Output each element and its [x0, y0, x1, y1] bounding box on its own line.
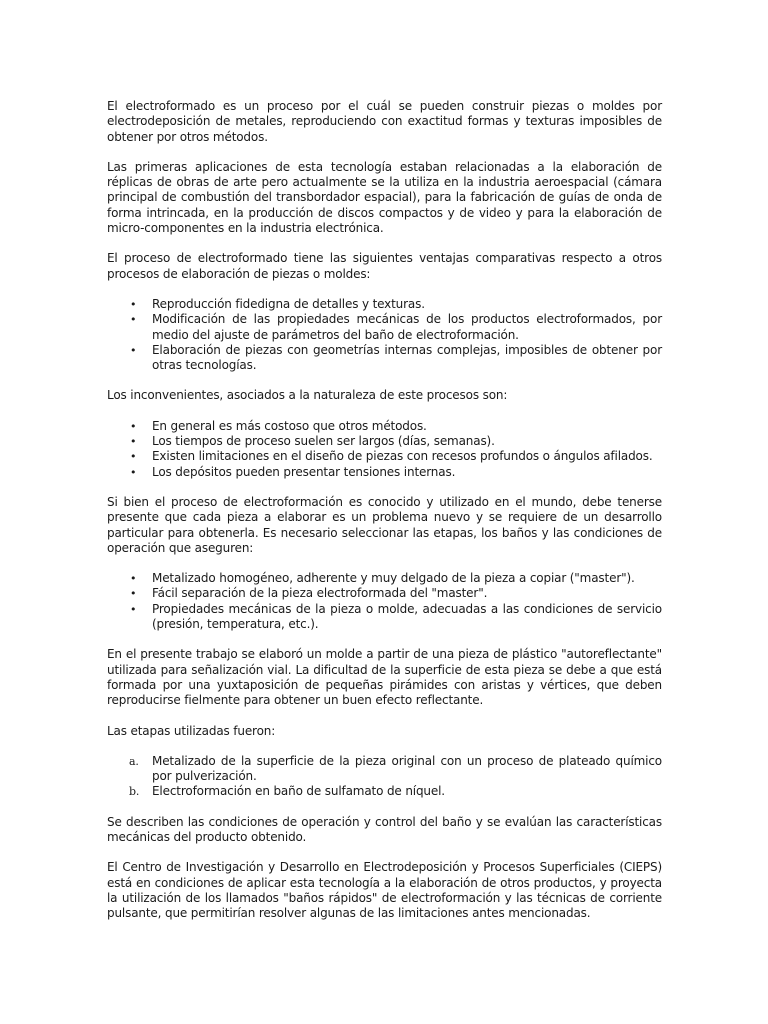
paragraph-condiciones-intro: Si bien el proceso de electroformación es conocido y utilizado en el mundo, debe tenerse presente que cada pieza a elaborar es un problema nuevo y se requiere de un desarrollo particular para obtenerla. Es necesario seleccionar las etapas, los baños y las condiciones de operación que aseguren: [107, 494, 662, 555]
paragraph-intro: El electroformado es un proceso por el cuál se pueden construir piezas o moldes por electrodeposición de metales, reproduciendo con exactitud formas y texturas imposibles de obtener por otros métodos. [107, 99, 662, 144]
list-item-text: Electroformación en baño de sulfamato de níquel. [152, 784, 445, 799]
list-item: • Elaboración de piezas con geometrías internas complejas, imposibles de obtener por otras tecnologías. [152, 343, 662, 374]
condiciones-list [107, 571, 662, 632]
etapas-list [107, 754, 662, 800]
list-item: • Modificación de las propiedades mecánicas de los productos electroformados, por medio del ajuste de parámetros del baño de electroformación. [152, 312, 662, 343]
list-item: • Propiedades mecánicas de la pieza o molde, adecuadas a las condiciones de servicio (presión, temperatura, etc.). [152, 602, 662, 633]
list-item: • Reproducción fidedigna de detalles y texturas. [152, 297, 662, 312]
paragraph-inconvenientes-intro: Los inconvenientes, asociados a la naturaleza de este procesos son: [107, 388, 508, 403]
list-item-text: Metalizado de la superficie de la pieza original con un proceso de plateado químico por pulverización. [152, 753, 662, 784]
paragraph-ventajas-intro: El proceso de electroformado tiene las siguientes ventajas comparativas respecto a otros procesos de elaboración de piezas o moldes: [107, 251, 662, 281]
list-item: • Fácil separación de la pieza electroformada del "master". [152, 586, 662, 601]
list-item: • Existen limitaciones en el diseño de piezas con recesos profundos o ángulos afilados. [152, 449, 662, 464]
list-item: • Los tiempos de proceso suelen ser largos (días, semanas). [152, 434, 662, 449]
list-item: • En general es más costoso que otros métodos. [152, 419, 662, 434]
paragraph-etapas-intro: Las etapas utilizadas fueron: [107, 723, 276, 738]
list-item [129, 753, 662, 785]
paragraph-trabajo: En el presente trabajo se elaboró un molde a partir de una pieza de plástico "autoreflectante" utilizada para señalización vial. La dificultad de la superficie de esta pieza se debe a que está formada por una yuxtaposición de pequeñas pirámides con aristas y vértices, que deben reproducirse fielmente para obtener un buen efecto reflectante. [107, 647, 662, 708]
list-marker: b. [129, 785, 140, 799]
paragraph-aplicaciones: Las primeras aplicaciones de esta tecnología estaban relacionadas a la elaboración de réplicas de obras de arte pero actualmente se la utiliza en la industria aeroespacial (cámara principal de combustión del transbordador espacial), para la fabricación de guías de onda de forma intrincada, en la producción de discos compactos y de video y para la elaboración de micro-componentes en la industria electrónica. [107, 159, 662, 236]
list-item: • Metalizado homogéneo, adherente y muy delgado de la pieza a copiar ("master"). [152, 571, 662, 586]
ventajas-list [107, 297, 662, 373]
paragraph-cieps: El Centro de Investigación y Desarrollo en Electrodeposición y Procesos Superficiales (CIEPS) está en condiciones de aplicar esta tecnología a la elaboración de otros productos, y proyecta la utilización de los llamados "baños rápidos" de electroformación y las técnicas de corriente pulsante, que permitirían resolver algunas de las limitaciones antes mencionadas. [107, 860, 662, 921]
list-marker: a. [129, 754, 139, 768]
inconvenientes-list [107, 419, 662, 480]
list-item: • Los depósitos pueden presentar tensiones internas. [152, 465, 662, 480]
list-item [129, 784, 662, 799]
paragraph-evaluacion: Se describen las condiciones de operación y control del baño y se evalúan las características mecánicas del producto obtenido. [107, 814, 662, 844]
